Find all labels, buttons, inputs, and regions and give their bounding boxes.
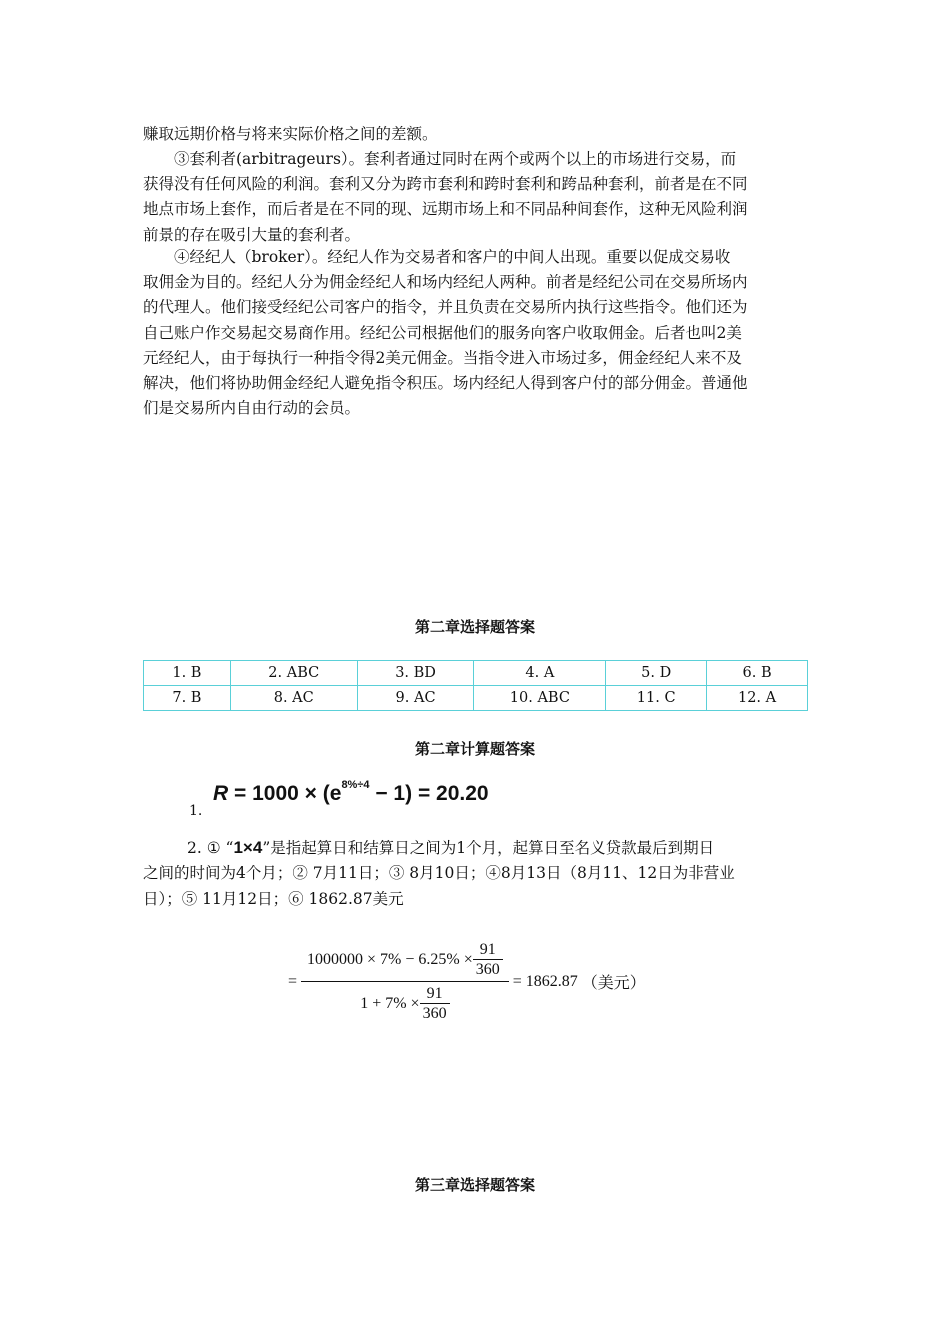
text-line: 前景的存在吸引大量的套利者。 [143,225,361,244]
answer-cell: 1. B [144,661,231,686]
text-line: 自己账户作交易起交易商作用。经纪公司根据他们的服务向客户收取佣金。后者也叫2美 [143,323,742,342]
formula-small-fraction [420,984,450,1023]
table-row [144,686,808,711]
text-line: 日）；⑤ 11月12日；⑥ 1862.87美元 [143,889,404,908]
answer-cell: 5. D [606,661,707,686]
fraction-numerator: 91 [479,941,496,958]
text-line: 元经纪人，由于每执行一种指令得2美元佣金。当指令进入市场过多，佣金经纪人来不及 [143,348,742,367]
text-line: 解决，他们将协助佣金经纪人避免指令积压。场内经纪人得到客户付的部分佣金。普通他 [143,374,748,393]
paragraph-arbitrageurs [143,147,807,248]
term-1x4: 1×4 [233,838,263,857]
formula-equals: = [288,972,298,990]
answer-cell: 6. B [707,661,808,686]
answer-cell: 2. ABC [230,661,357,686]
answer-cell: 9. AC [357,686,474,711]
formula-result: = 1862.87 [512,972,578,990]
text-line: 地点市场上套作，而后者是在不同的现、远期市场上和不同品种间套作，这种无风险利润 [143,200,748,219]
formula-numerator [301,940,509,981]
answer-cell: 4. A [474,661,606,686]
paragraph-q2 [143,835,807,912]
table-row [144,661,808,686]
answer-cell: 10. ABC [474,686,606,711]
question-number: 1. [189,803,203,819]
fraction-denominator: 360 [475,961,500,978]
answer-cell: 12. A [707,686,808,711]
answer-cell: 11. C [606,686,707,711]
answer-cell: 7. B [144,686,231,711]
paragraph-speculators-end [143,122,807,147]
formula-denominator [354,982,455,1023]
formula-main-fraction [301,940,509,1023]
heading-ch2-calc: 第二章计算题答案 [414,740,535,758]
fraction-numerator: 91 [426,985,443,1002]
text-span: 2. ① “ [187,839,234,857]
text-line [143,835,807,861]
paragraph-broker [143,245,807,421]
formula-small-fraction [473,940,503,979]
text-span: ”是指起算日和结算日之间为1个月，起算日至名义贷款最后到期日 [262,839,715,857]
formula-exponent: 8%÷4 [341,779,370,791]
formula-part: 1000000 × 7% − 6.25% × [307,950,473,968]
text-line: ③套利者(arbitrageurs）。套利者通过同时在两个或两个以上的市场进行交易，而 [174,150,737,168]
fraction-denominator: 360 [422,1005,447,1022]
formula-part: − 1) = 20.20 [369,782,489,805]
formula-q2 [286,940,648,1023]
heading-ch2-choice: 第二章选择题答案 [414,618,535,636]
text-line: 的代理人。他们接受经纪公司客户的指令，并且负责在交易所内执行这些指令。他们还为 [143,298,748,317]
text-line: 之间的时间为4个月；② 7月11日；③ 8月10日；④8月13日（8月11、12日为非营业 [143,864,735,883]
formula-part: 1 + 7% × [360,994,420,1012]
text-line: 获得没有任何风险的利润。套利又分为跨市套利和跨时套利和跨品种套利，前者是在不同 [143,175,748,194]
formula-q1 [213,779,489,806]
answers-table [143,660,808,711]
answer-cell: 8. AC [230,686,357,711]
text-line: ④经纪人（broker）。经纪人作为交易者和客户的中间人出现。重要以促成交易收 [174,248,731,266]
formula-part: = 1000 × (e [234,782,342,805]
answer-cell: 3. BD [357,661,474,686]
text-line: 取佣金为目的。经纪人分为佣金经纪人和场内经纪人两种。前者是经纪公司在交易所场内 [143,273,748,292]
formula-lhs: R [213,782,229,805]
text-line: 们是交易所内自由行动的会员。 [143,399,361,418]
formula-unit: （美元） [581,975,646,992]
heading-ch3-choice: 第三章选择题答案 [414,1176,535,1194]
text-line: 赚取远期价格与将来实际价格之间的差额。 [143,125,438,143]
